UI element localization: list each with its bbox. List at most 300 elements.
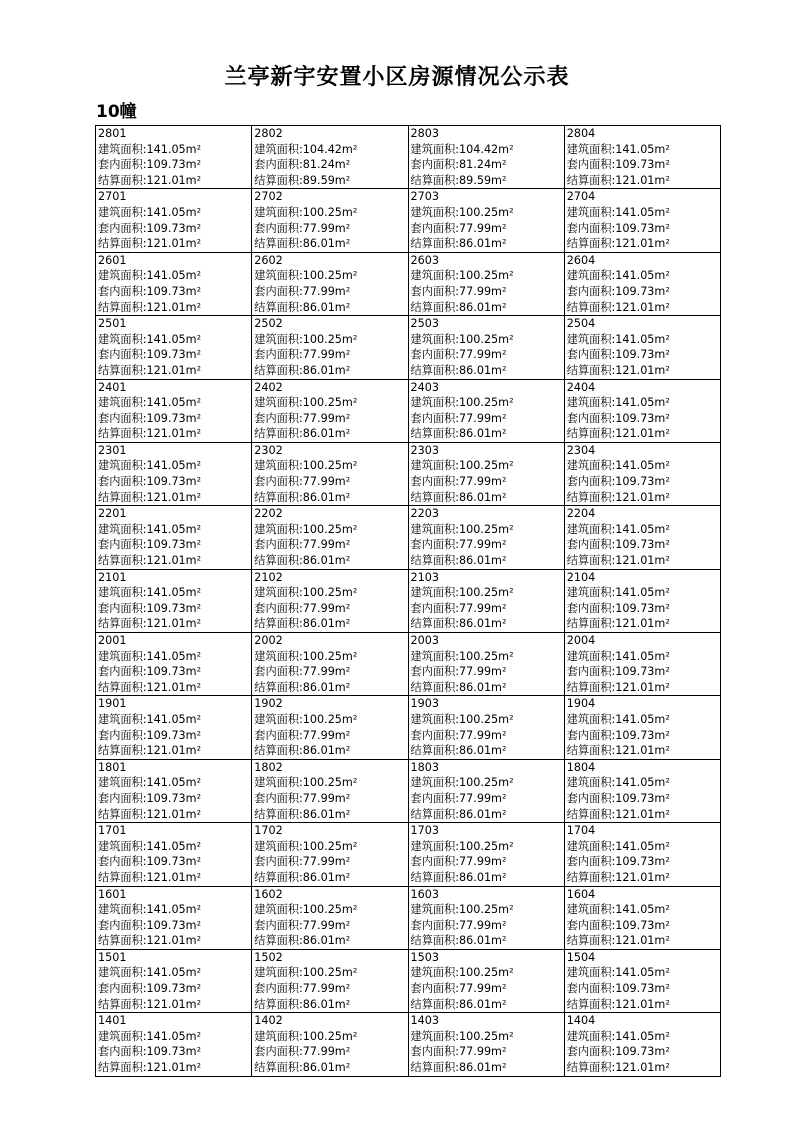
unit-cell [252, 126, 408, 189]
unit-number-part: 2104 [566, 570, 596, 584]
unit-cell [408, 189, 564, 252]
building-area [411, 775, 564, 791]
building-area [98, 1029, 251, 1045]
unit-cell [408, 252, 564, 315]
unit-number [254, 380, 407, 396]
unit-number-part: 1503 [410, 950, 439, 964]
building-area-part: 建筑面积: [98, 142, 147, 156]
unit-cell [252, 949, 408, 1012]
building-area-part: 141.05m² [146, 839, 202, 853]
inner-area-part: 套内面积: [254, 348, 303, 362]
inner-area-part: 套内面积: [254, 601, 303, 615]
unit-cell [252, 759, 408, 822]
settlement-area-part: 结算面积: [410, 1061, 460, 1075]
unit-number-part: 2003 [410, 634, 439, 647]
unit-number [567, 443, 720, 459]
inner-area-part: 套内面积: [254, 982, 303, 996]
settlement-area-part: 结算面积: [410, 744, 460, 758]
settlement-area-part: 86.01m² [459, 680, 507, 694]
building-area-part: 建筑面积: [566, 586, 616, 600]
inner-area-part: 套内面积: [254, 855, 303, 869]
unit-number-part: 2701 [98, 190, 127, 204]
settlement-area [567, 1060, 720, 1076]
inner-area [254, 918, 407, 934]
inner-area-part: 套内面积: [410, 665, 460, 679]
inner-area [98, 157, 251, 173]
building-area-part: 100.25m² [302, 903, 358, 917]
building-area [411, 585, 564, 601]
unit-cell [408, 126, 564, 189]
unit-cell [252, 823, 408, 886]
building-area-part: 建筑面积: [254, 903, 303, 917]
building-area-part: 100.25m² [459, 1029, 514, 1043]
inner-area-part: 81.24m² [459, 158, 507, 172]
inner-area [411, 791, 564, 807]
settlement-area [567, 616, 720, 632]
settlement-area [411, 997, 564, 1013]
building-area-part: 141.05m² [615, 776, 670, 790]
building-area-part: 141.05m² [146, 586, 202, 600]
settlement-area-part: 121.01m² [615, 680, 670, 694]
unit-number [567, 126, 720, 142]
settlement-area-part: 86.01m² [459, 237, 507, 251]
settlement-area [98, 933, 251, 949]
settlement-area-part: 结算面积: [254, 934, 303, 948]
unit-number-part: 1502 [254, 950, 283, 964]
inner-area [98, 854, 251, 870]
settlement-area-part: 结算面积: [410, 934, 460, 948]
unit-number [567, 950, 720, 966]
settlement-area-part: 86.01m² [459, 1061, 507, 1075]
settlement-area-part: 121.01m² [146, 363, 202, 377]
inner-area [254, 221, 407, 237]
unit-number-part: 2803 [410, 127, 439, 140]
inner-area [411, 1044, 564, 1060]
building-area [567, 458, 720, 474]
floor-row [96, 379, 721, 442]
floor-row [96, 633, 721, 696]
building-area-part: 100.25m² [302, 776, 358, 790]
inner-area [411, 347, 564, 363]
building-area-part: 141.05m² [146, 332, 202, 346]
settlement-area [98, 173, 251, 189]
building-area [254, 839, 407, 855]
inner-area [98, 664, 251, 680]
settlement-area [567, 363, 720, 379]
building-area-part: 建筑面积: [410, 459, 460, 473]
unit-cell [96, 633, 252, 696]
inner-area-part: 套内面积: [98, 284, 147, 298]
settlement-area-part: 结算面积: [98, 490, 147, 504]
settlement-area-part: 121.01m² [146, 554, 202, 568]
settlement-area-part: 86.01m² [302, 490, 351, 504]
settlement-area [98, 680, 251, 696]
floor-row [96, 949, 721, 1012]
settlement-area-part: 结算面积: [410, 680, 460, 694]
unit-number-part: 2503 [410, 317, 439, 331]
unit-cell [252, 379, 408, 442]
settlement-area [254, 997, 407, 1013]
settlement-area [411, 553, 564, 569]
unit-cell [252, 569, 408, 632]
unit-number-part: 2703 [410, 190, 439, 204]
building-area-part: 104.42m² [302, 142, 358, 156]
building-area-part: 141.05m² [615, 522, 670, 536]
settlement-area-part: 结算面积: [410, 363, 460, 377]
inner-area-part: 套内面积: [410, 538, 460, 552]
unit-cell [564, 126, 720, 189]
inner-area [254, 347, 407, 363]
inner-area [567, 981, 720, 997]
floor-row [96, 696, 721, 759]
unit-number-part: 1604 [566, 887, 596, 901]
settlement-area-part: 结算面积: [254, 237, 303, 251]
settlement-area [567, 173, 720, 189]
inner-area-part: 套内面积: [566, 1045, 616, 1059]
unit-number-part: 1501 [98, 950, 127, 964]
unit-cell [252, 506, 408, 569]
inner-area-part: 套内面积: [410, 791, 460, 805]
settlement-area-part: 121.01m² [615, 617, 670, 631]
settlement-area-part: 结算面积: [98, 300, 147, 314]
unit-number [411, 506, 564, 522]
inner-area-part: 77.99m² [459, 791, 507, 805]
floor-row [96, 189, 721, 252]
inner-area-part: 套内面积: [566, 855, 616, 869]
settlement-area-part: 86.01m² [302, 363, 351, 377]
settlement-area-part: 121.01m² [146, 680, 202, 694]
building-area-part: 建筑面积: [410, 712, 460, 726]
settlement-area-part: 结算面积: [98, 870, 147, 884]
building-area-part: 141.05m² [146, 966, 202, 980]
unit-cell [564, 759, 720, 822]
inner-area-part: 77.99m² [459, 918, 507, 932]
settlement-area [98, 743, 251, 759]
inner-area-part: 109.73m² [615, 221, 670, 235]
unit-cell [96, 1013, 252, 1076]
unit-number [254, 696, 407, 712]
inner-area-part: 套内面积: [410, 411, 460, 425]
unit-number [567, 316, 720, 332]
settlement-area [98, 997, 251, 1013]
building-area-part: 104.42m² [459, 142, 514, 156]
settlement-area-part: 结算面积: [98, 744, 147, 758]
settlement-area [411, 300, 564, 316]
inner-area [254, 664, 407, 680]
inner-area-part: 109.73m² [615, 538, 670, 552]
settlement-area-part: 86.01m² [459, 870, 507, 884]
inner-area-part: 109.73m² [146, 411, 202, 425]
settlement-area [98, 807, 251, 823]
inner-area [98, 1044, 251, 1060]
inner-area-part: 套内面积: [410, 475, 460, 489]
unit-cell [252, 633, 408, 696]
inner-area [411, 728, 564, 744]
unit-number-part: 2404 [566, 380, 596, 394]
inner-area [411, 664, 564, 680]
building-area-part: 100.25m² [459, 396, 514, 410]
building-area-part: 100.25m² [302, 459, 358, 473]
building-area-part: 建筑面积: [566, 649, 616, 663]
building-area [98, 712, 251, 728]
building-area [411, 332, 564, 348]
inner-area-part: 109.73m² [615, 158, 670, 172]
inner-area-part: 套内面积: [566, 601, 616, 615]
inner-area [567, 537, 720, 553]
settlement-area-part: 结算面积: [98, 554, 147, 568]
unit-cell [408, 442, 564, 505]
settlement-area-part: 89.59m² [302, 173, 351, 187]
settlement-area-part: 结算面积: [98, 934, 147, 948]
settlement-area-part: 121.01m² [615, 490, 670, 504]
unit-number [411, 253, 564, 269]
settlement-area [567, 997, 720, 1013]
building-area-part: 建筑面积: [410, 142, 460, 156]
building-area-part: 100.25m² [302, 586, 358, 600]
inner-area-part: 109.73m² [615, 348, 670, 362]
settlement-area-part: 结算面积: [410, 300, 460, 314]
unit-cell [96, 569, 252, 632]
building-area-part: 建筑面积: [98, 903, 147, 917]
building-area-part: 141.05m² [615, 269, 670, 283]
floor-row [96, 569, 721, 632]
unit-number-part: 2601 [98, 253, 127, 267]
settlement-area-part: 121.01m² [615, 807, 670, 821]
inner-area [98, 601, 251, 617]
unit-number-part: 2103 [410, 570, 439, 584]
unit-cell [96, 316, 252, 379]
settlement-area [567, 236, 720, 252]
building-area-part: 100.25m² [302, 649, 358, 663]
building-area-part: 建筑面积: [254, 459, 303, 473]
inner-area-part: 77.99m² [459, 538, 507, 552]
inner-area [411, 537, 564, 553]
building-area-part: 100.25m² [302, 269, 358, 283]
unit-number-part: 2403 [410, 380, 439, 394]
unit-cell [408, 1013, 564, 1076]
unit-number [254, 887, 407, 903]
inner-area-part: 套内面积: [566, 348, 616, 362]
inner-area-part: 109.73m² [615, 728, 670, 742]
building-area [98, 522, 251, 538]
settlement-area-part: 121.01m² [146, 870, 202, 884]
unit-number-part: 2301 [98, 443, 127, 457]
inner-area-part: 套内面积: [254, 158, 303, 172]
unit-number-part: 1402 [254, 1014, 283, 1028]
inner-area-part: 109.73m² [146, 855, 202, 869]
building-area [411, 142, 564, 158]
building-area [567, 1029, 720, 1045]
unit-number [567, 887, 720, 903]
settlement-area-part: 86.01m² [459, 490, 507, 504]
unit-cell [408, 379, 564, 442]
unit-number [98, 189, 251, 205]
settlement-area-part: 121.01m² [615, 363, 670, 377]
settlement-area [98, 426, 251, 442]
settlement-area [254, 363, 407, 379]
inner-area-part: 77.99m² [459, 221, 507, 235]
inner-area [411, 854, 564, 870]
building-area-part: 建筑面积: [566, 1029, 616, 1043]
settlement-area [98, 236, 251, 252]
unit-number-part: 1603 [410, 887, 439, 901]
inner-area [254, 601, 407, 617]
settlement-area-part: 结算面积: [410, 554, 460, 568]
inner-area [411, 157, 564, 173]
building-area-part: 建筑面积: [98, 839, 147, 853]
inner-area-part: 109.73m² [146, 791, 202, 805]
unit-number-part: 2502 [254, 317, 283, 331]
unit-number [411, 760, 564, 776]
settlement-area-part: 86.01m² [302, 870, 351, 884]
unit-number [411, 950, 564, 966]
unit-cell [96, 886, 252, 949]
settlement-area [411, 363, 564, 379]
unit-cell [96, 949, 252, 1012]
inner-area-part: 套内面积: [254, 284, 303, 298]
settlement-area-part: 121.01m² [146, 617, 202, 631]
inner-area-part: 套内面积: [410, 1045, 460, 1059]
settlement-area [98, 1060, 251, 1076]
unit-cell [96, 189, 252, 252]
building-area-part: 建筑面积: [254, 712, 303, 726]
building-area-part: 141.05m² [615, 459, 670, 473]
building-area-part: 建筑面积: [254, 205, 303, 219]
inner-area [567, 854, 720, 870]
building-area-part: 建筑面积: [566, 776, 616, 790]
building-area-part: 建筑面积: [410, 1029, 460, 1043]
settlement-area-part: 结算面积: [566, 427, 616, 441]
inner-area-part: 109.73m² [615, 411, 670, 425]
settlement-area-part: 结算面积: [254, 744, 303, 758]
settlement-area-part: 结算面积: [410, 173, 460, 187]
floor-row [96, 1013, 721, 1076]
inner-area-part: 109.73m² [146, 601, 202, 615]
inner-area-part: 77.99m² [302, 411, 351, 425]
unit-number [98, 887, 251, 903]
inner-area-part: 套内面积: [254, 665, 303, 679]
unit-cell [96, 759, 252, 822]
unit-cell [96, 126, 252, 189]
building-area-part: 141.05m² [615, 903, 670, 917]
inner-area-part: 109.73m² [146, 348, 202, 362]
inner-area [567, 411, 720, 427]
settlement-area [254, 236, 407, 252]
floor-row [96, 886, 721, 949]
unit-number [411, 189, 564, 205]
unit-cell [564, 823, 720, 886]
building-area-part: 100.25m² [459, 903, 514, 917]
building-area-part: 建筑面积: [98, 269, 147, 283]
settlement-area-part: 121.01m² [146, 807, 202, 821]
settlement-area [411, 490, 564, 506]
settlement-area [254, 616, 407, 632]
inner-area-part: 77.99m² [302, 475, 351, 489]
inner-area-part: 109.73m² [615, 791, 670, 805]
building-area-part: 建筑面积: [410, 586, 460, 600]
settlement-area [98, 870, 251, 886]
building-area-part: 建筑面积: [98, 522, 147, 536]
inner-area [567, 157, 720, 173]
settlement-area-part: 86.01m² [302, 680, 351, 694]
inner-area-part: 77.99m² [302, 855, 351, 869]
inner-area [567, 284, 720, 300]
settlement-area [254, 870, 407, 886]
building-area [98, 332, 251, 348]
unit-cell [252, 442, 408, 505]
page-title: 兰亭新宇安置小区房源情况公示表 [224, 64, 570, 90]
settlement-area-part: 结算面积: [566, 807, 616, 821]
settlement-area-part: 结算面积: [566, 300, 616, 314]
inner-area-part: 109.73m² [146, 665, 202, 679]
building-area-part: 100.25m² [302, 332, 358, 346]
building-area [567, 585, 720, 601]
inner-area-part: 套内面积: [566, 665, 616, 679]
unit-cell [408, 886, 564, 949]
settlement-area-part: 86.01m² [459, 554, 507, 568]
building-area-part: 建筑面积: [98, 332, 147, 346]
building-area-part: 建筑面积: [254, 586, 303, 600]
building-area-part: 建筑面积: [410, 522, 460, 536]
inner-area [567, 728, 720, 744]
building-area-part: 建筑面积: [98, 776, 147, 790]
inner-area-part: 套内面积: [410, 348, 460, 362]
settlement-area [254, 1060, 407, 1076]
settlement-area-part: 结算面积: [566, 554, 616, 568]
unit-number [254, 823, 407, 839]
settlement-area [411, 933, 564, 949]
settlement-area [254, 743, 407, 759]
unit-number [567, 823, 720, 839]
building-area-part: 100.25m² [459, 269, 514, 283]
settlement-area-part: 121.01m² [146, 1061, 202, 1075]
unit-number [98, 380, 251, 396]
unit-number-part: 2401 [98, 380, 127, 394]
building-label: 10幢 [96, 102, 137, 122]
building-area-part: 141.05m² [146, 1029, 202, 1043]
building-area-part: 建筑面积: [254, 1029, 303, 1043]
settlement-area-part: 结算面积: [566, 173, 616, 187]
unit-number [411, 633, 564, 649]
building-area [567, 268, 720, 284]
building-area-part: 建筑面积: [566, 966, 616, 980]
unit-number-part: 1801 [98, 760, 127, 774]
inner-area-part: 套内面积: [254, 221, 303, 235]
inner-area-part: 套内面积: [566, 982, 616, 996]
unit-cell [96, 379, 252, 442]
building-area [567, 332, 720, 348]
inner-area [567, 664, 720, 680]
settlement-area-part: 121.01m² [615, 1061, 670, 1075]
unit-cell [96, 252, 252, 315]
building-area-part: 100.25m² [459, 459, 514, 473]
unit-number-part: 2102 [254, 570, 283, 584]
unit-number-part: 2202 [254, 507, 283, 521]
unit-cell [252, 316, 408, 379]
housing-table-body [96, 126, 721, 1077]
building-area-part: 141.05m² [146, 712, 202, 726]
building-area-part: 141.05m² [146, 649, 202, 663]
unit-number [98, 696, 251, 712]
building-area [411, 395, 564, 411]
unit-cell [564, 633, 720, 696]
settlement-area [567, 807, 720, 823]
unit-number-part: 1704 [566, 824, 596, 838]
building-area [254, 522, 407, 538]
inner-area-part: 套内面积: [566, 411, 616, 425]
inner-area-part: 套内面积: [254, 538, 303, 552]
inner-area [98, 347, 251, 363]
